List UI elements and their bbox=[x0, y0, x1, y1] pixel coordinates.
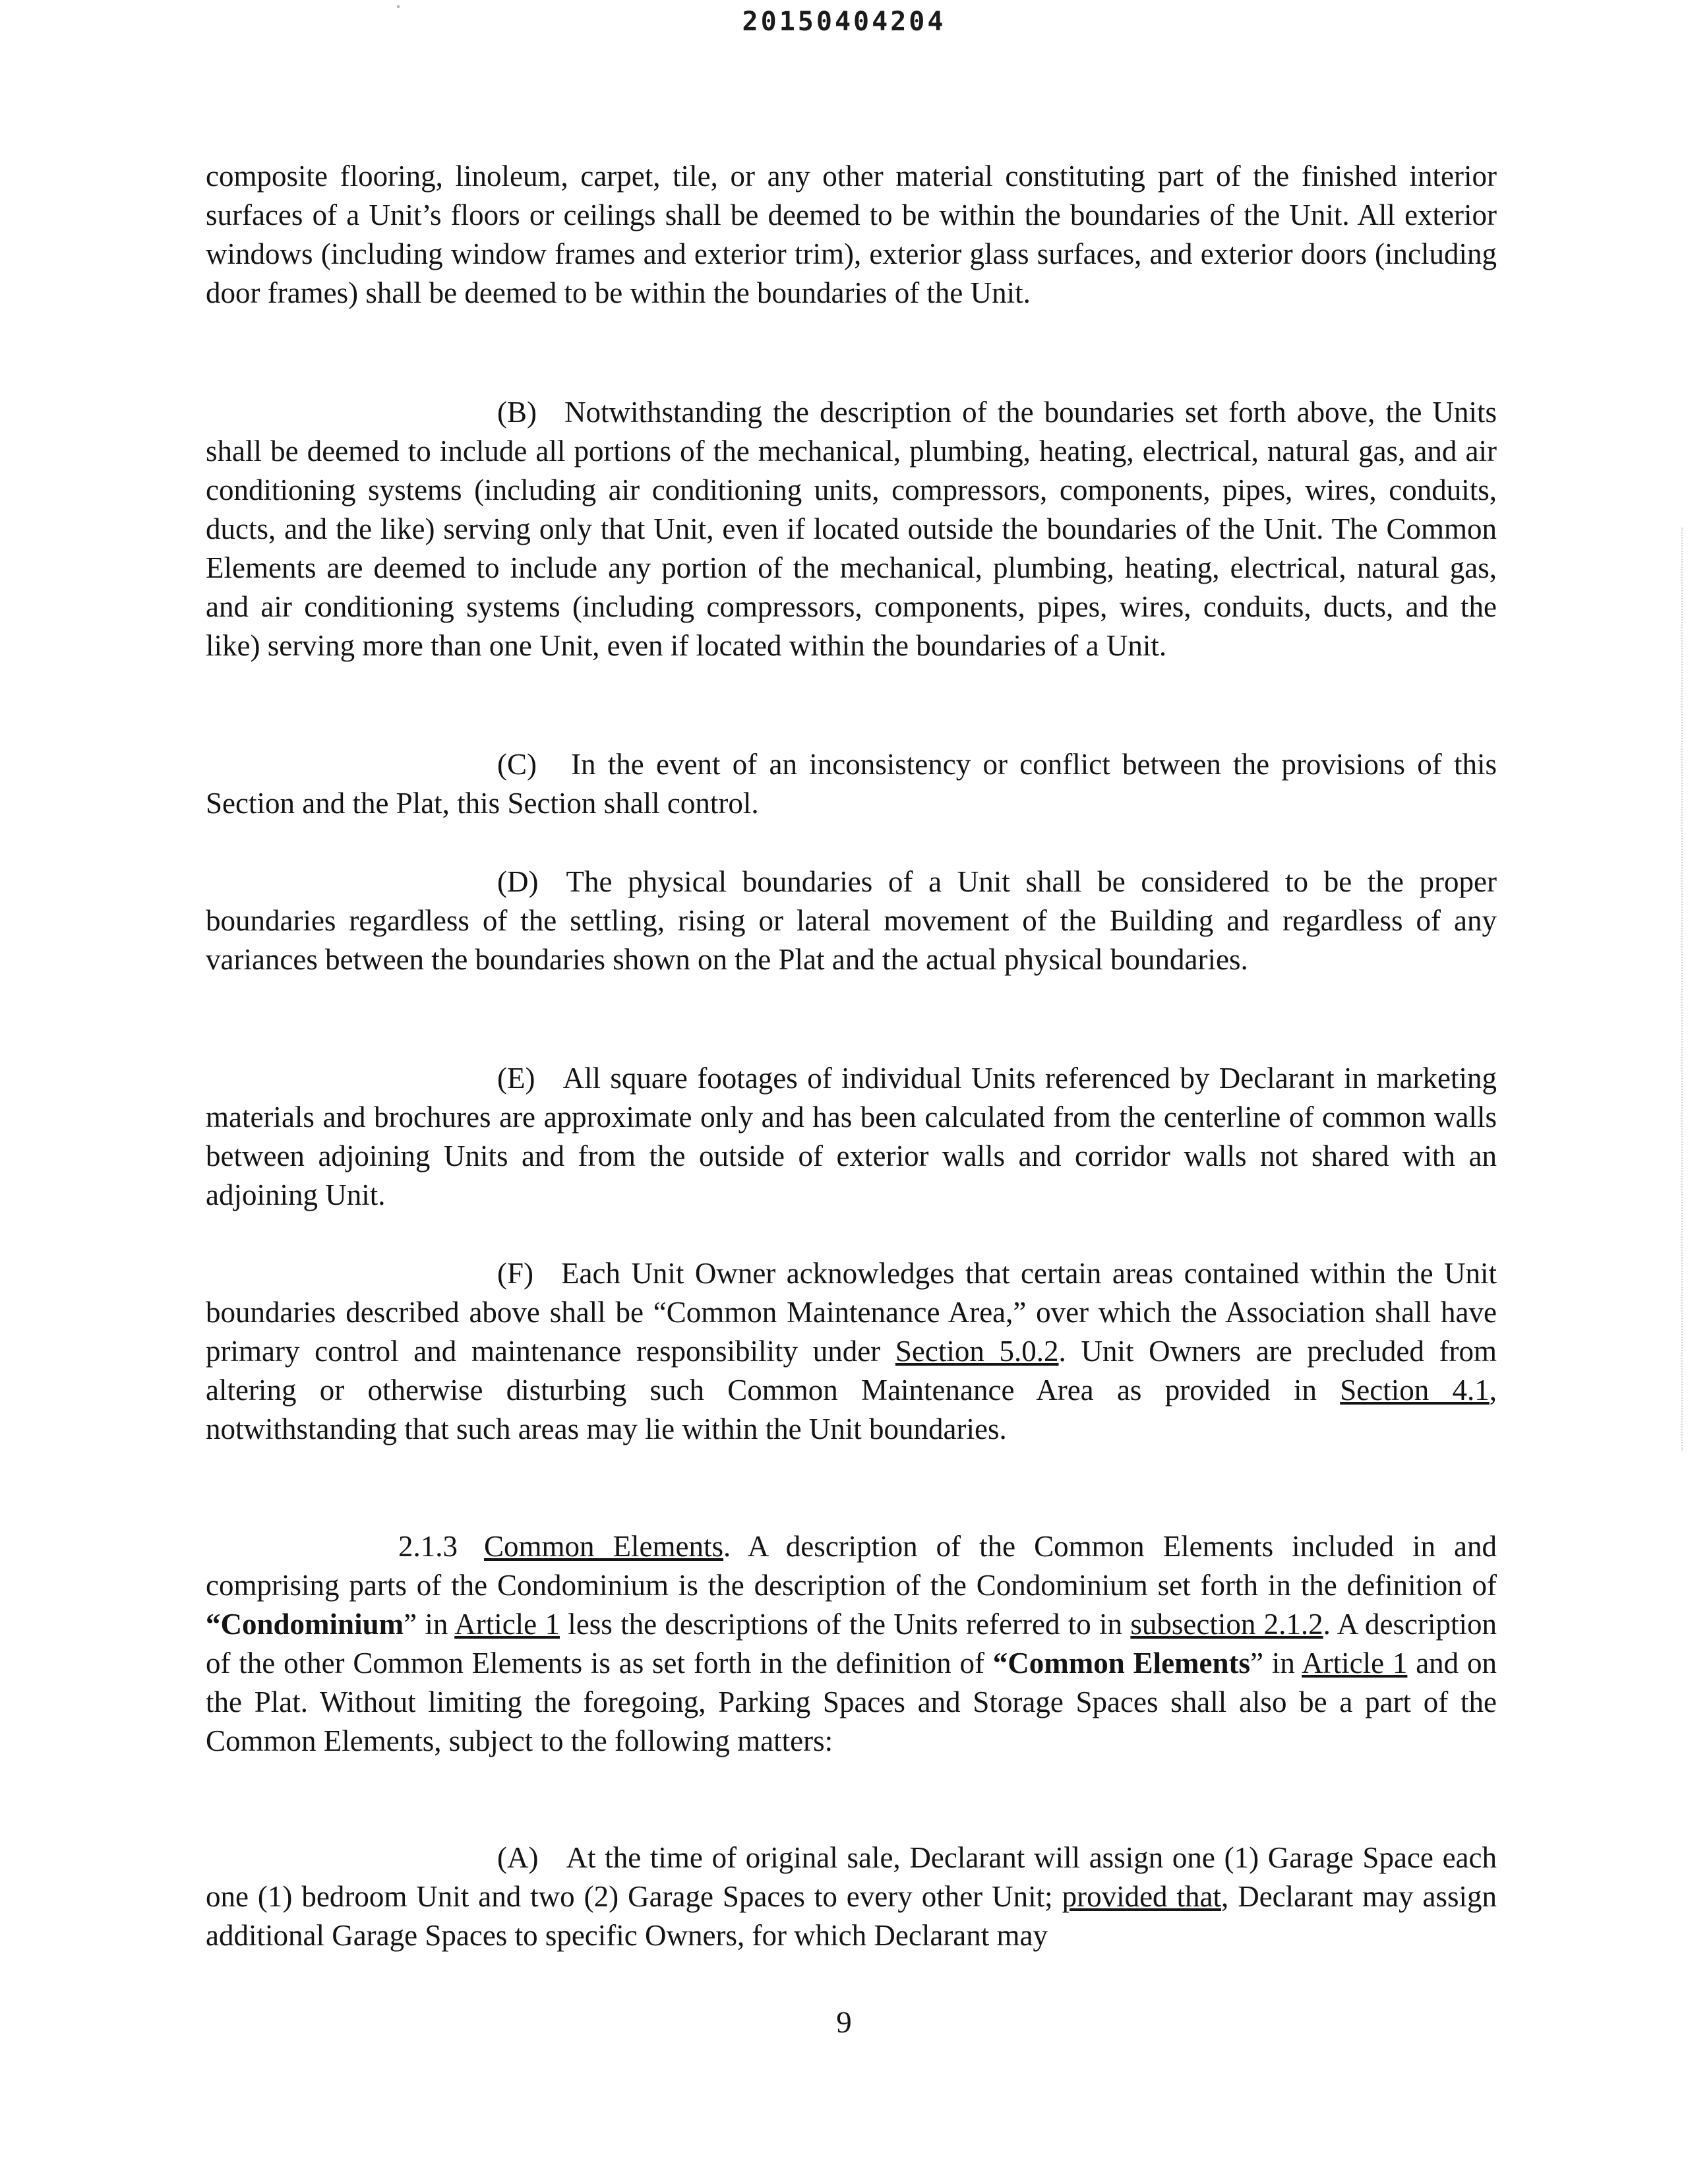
paragraph-text: Notwithstanding the description of the boundaries set forth above, the Units shall be deemed to include all portions of the mechanical, plumbing, heating, electrical, natural gas, and air conditioning systems (including air conditioning units, compressors, components, pipes, wires, conduits, ducts, and the like) serving only that Unit, even if located outside the boundaries of the Unit. The Common Elements are deemed to include any portion of the mechanical, plumbing, heating, electrical, natural gas, and air conditioning systems (including compressors, components, pipes, wires, conduits, ducts, and the like) serving more than one Unit, even if located within the boundaries of a Unit. bbox=[206, 396, 1497, 662]
paragraph-text: . Unit Owners are precluded from altering or otherwise disturbing such Common Maintenance Area as provided in bbox=[206, 1335, 1497, 1407]
article-reference: Article 1 bbox=[454, 1608, 560, 1641]
clause-label: (D) bbox=[497, 865, 539, 898]
defined-term: “Common Elements bbox=[992, 1647, 1251, 1680]
document-number: 20150404204 bbox=[742, 7, 946, 37]
clause-label: (F) bbox=[497, 1257, 533, 1290]
section-heading: Common Elements bbox=[484, 1530, 723, 1563]
article-reference: Article 1 bbox=[1302, 1647, 1408, 1680]
paragraph-text: In the event of an inconsistency or conflict between the provisions of this Section and the Plat, this Section shall control. bbox=[206, 748, 1497, 820]
page-number: 9 bbox=[836, 2005, 852, 2040]
paragraph-text: less the descriptions of the Units referred to in bbox=[559, 1608, 1131, 1641]
paragraph-text: ” in bbox=[404, 1608, 455, 1641]
clause-label: (E) bbox=[497, 1062, 535, 1095]
paragraph-b bbox=[206, 393, 1497, 665]
clause-label: (A) bbox=[497, 1841, 539, 1874]
subsection-reference: subsection 2.1.2 bbox=[1130, 1608, 1323, 1641]
paragraph-a bbox=[206, 1838, 1497, 1955]
paragraph-c bbox=[206, 745, 1497, 823]
scan-margin-artifact bbox=[1679, 528, 1683, 1451]
section-reference: Section 5.0.2 bbox=[895, 1335, 1059, 1368]
paragraph-text: Each Unit Owner acknowledges that certain areas contained within the Unit boundaries described above shall be “Common Maintenance Area,” over which the Association shall have primary control and maintenance responsibility under bbox=[206, 1257, 1497, 1368]
paragraph-f bbox=[206, 1254, 1497, 1449]
clause-label: (B) bbox=[497, 396, 537, 429]
paragraph-text: , Declarant may assign additional Garage Spaces to specific Owners, for which Declarant may bbox=[206, 1880, 1497, 1952]
paragraph-text: All square footages of individual Units referenced by Declarant in marketing materials and brochures are approximate only and has been calculated from the centerline of common walls between adjoining Units and from the outside of exterior walls and corridor walls not shared with an adjoining Unit. bbox=[206, 1062, 1497, 1211]
paragraph-d bbox=[206, 863, 1497, 979]
paragraph-continuation bbox=[206, 157, 1497, 313]
clause-label: (C) bbox=[497, 748, 537, 781]
section-2-1-3 bbox=[206, 1527, 1497, 1761]
paragraph-text: composite flooring, linoleum, carpet, tile, or any other material constituting part of the finished interior surfaces of a Unit’s floors or ceilings shall be deemed to be within the boundaries of the Unit. All exterior windows (including window frames and exterior trim), exterior glass surfaces, and exterior doors (including door frames) shall be deemed to be within the boundaries of the Unit. bbox=[206, 160, 1497, 309]
paragraph-text: The physical boundaries of a Unit shall be considered to be the proper boundaries regardless of the settling, rising or lateral movement of the Building and regardless of any variances between the boundaries shown on the Plat and the actual physical boundaries. bbox=[206, 865, 1497, 976]
paragraph-text: and on the Plat. Without limiting the foregoing, Parking Spaces and Storage Spaces shall also be a part of the Common Elements, subject to the following matters: bbox=[206, 1647, 1497, 1757]
defined-term: “Condominium bbox=[206, 1608, 404, 1641]
section-number: 2.1.3 bbox=[398, 1530, 458, 1563]
paragraph-text: , notwithstanding that such areas may lie within the Unit boundaries. bbox=[206, 1374, 1497, 1445]
paragraph-e bbox=[206, 1059, 1497, 1215]
paragraph-text: ” in bbox=[1250, 1647, 1302, 1680]
paragraph-text: At the time of original sale, Declarant will assign one (1) Garage Space each one (1) bedroom Unit and two (2) Garage Spaces to every other Unit; bbox=[206, 1841, 1497, 1913]
defined-term: provided that bbox=[1062, 1880, 1221, 1913]
paragraph-text: . A description of the Common Elements included in and comprising parts of the Condominium is the description of the Condominium set forth in the definition of bbox=[206, 1530, 1497, 1602]
paragraph-text: . A description of the other Common Elements is as set forth in the definition of bbox=[206, 1608, 1497, 1680]
section-reference: Section 4.1 bbox=[1340, 1374, 1490, 1407]
